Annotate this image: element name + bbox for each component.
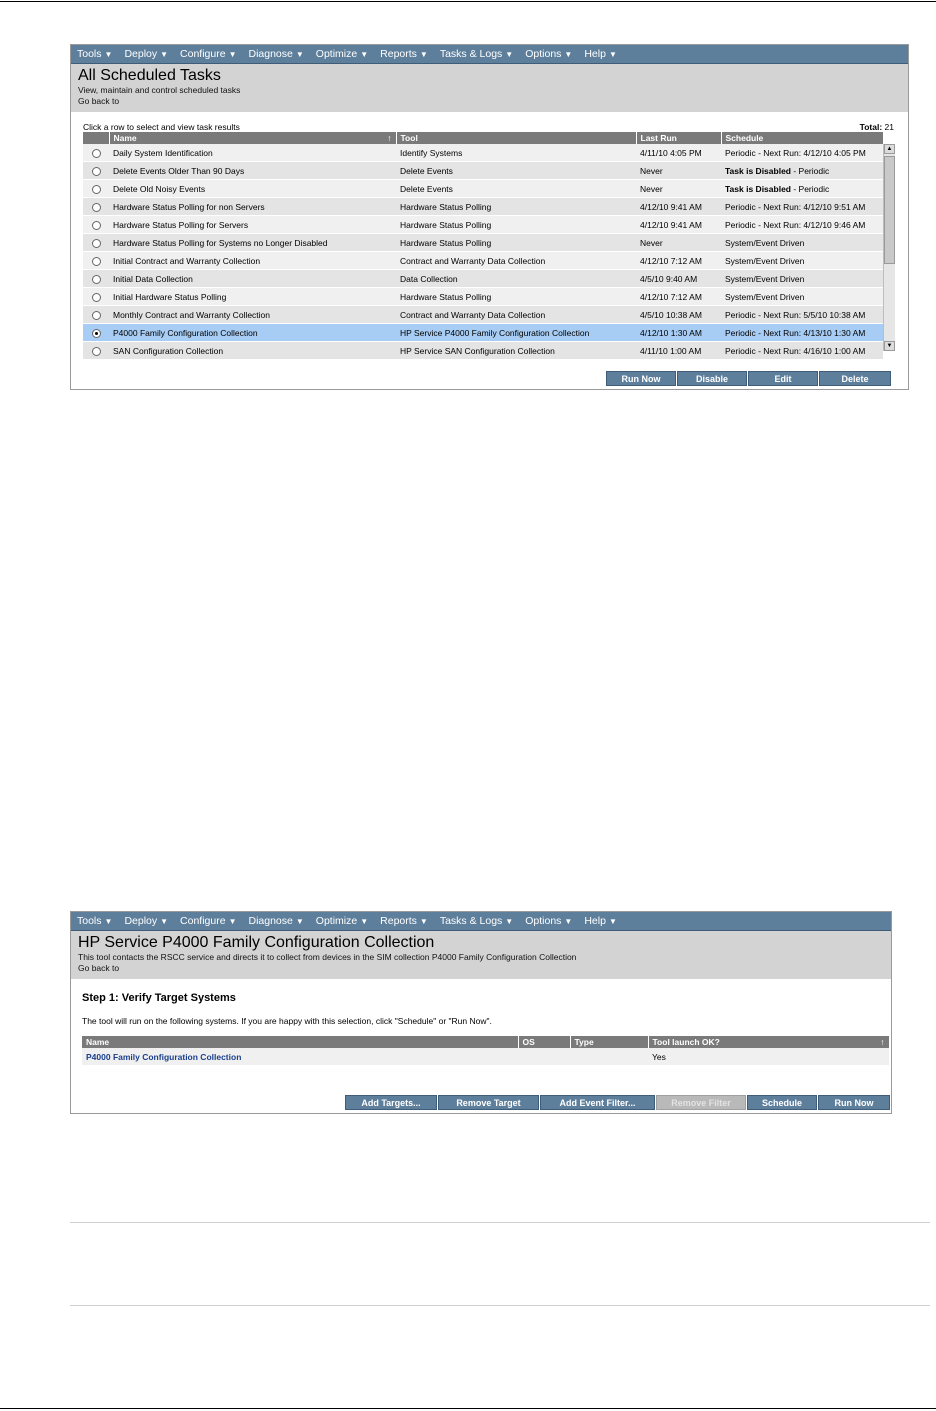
task-tool-cell: HP Service P4000 Family Configuration Collection <box>396 324 636 342</box>
table-row[interactable] <box>83 288 883 306</box>
chevron-down-icon: ▼ <box>295 917 304 926</box>
schedule-text: System/Event Driven <box>725 255 805 266</box>
target-link[interactable]: P4000 Family Configuration Collection <box>86 1051 242 1062</box>
task-last-run-cell: 4/12/10 7:12 AM <box>636 288 721 306</box>
column-header-schedule[interactable]: Schedule <box>721 132 883 144</box>
go-back-link[interactable]: Go back to <box>78 96 120 106</box>
target-os-cell <box>518 1048 570 1066</box>
scroll-thumb[interactable] <box>884 156 895 264</box>
task-name-cell: Initial Data Collection <box>109 270 396 288</box>
task-schedule-cell <box>721 162 883 180</box>
page-header <box>71 931 891 979</box>
table-row[interactable] <box>83 144 883 162</box>
row-radio-button[interactable] <box>92 239 101 248</box>
schedule-text: System/Event Driven <box>725 291 805 302</box>
task-schedule-cell <box>721 252 883 270</box>
task-schedule-cell <box>721 216 883 234</box>
chevron-down-icon: ▼ <box>505 917 514 926</box>
row-select-cell[interactable] <box>83 234 109 252</box>
sort-ascending-icon: ↑ <box>387 133 392 143</box>
row-select-cell[interactable] <box>83 324 109 342</box>
page-subtitle: This tool contacts the RSCC service and directs it to collect from devices in the SIM collection P4000 Family Configuration Collection <box>78 952 577 962</box>
menu-optimize[interactable] <box>316 48 368 60</box>
menu-label: Reports <box>380 915 417 927</box>
task-name-cell: P4000 Family Configuration Collection <box>109 324 396 342</box>
menu-label: Tasks & Logs <box>439 48 503 60</box>
task-name-cell: Hardware Status Polling for Systems no Longer Disabled <box>109 234 396 252</box>
schedule-text: Periodic - Next Run: 4/12/10 9:51 AM <box>725 201 866 212</box>
menu-tools[interactable] <box>77 48 112 60</box>
task-tool-cell: Hardware Status Polling <box>396 234 636 252</box>
task-schedule-cell <box>721 324 883 342</box>
step-description: The tool will run on the following systems. If you are happy with this selection, click "Schedule" or "Run Now". <box>82 1016 492 1026</box>
menu-label: Diagnose <box>248 915 293 927</box>
task-last-run-cell: Never <box>636 234 721 252</box>
chevron-down-icon: ▼ <box>419 917 428 926</box>
schedule-status: Task is Disabled <box>725 183 791 194</box>
schedule-button[interactable]: Schedule <box>747 1095 817 1110</box>
targets-table <box>82 1036 890 1066</box>
menu-bar <box>71 45 908 64</box>
sort-ascending-icon: ↑ <box>880 1037 885 1047</box>
menu-label: Tools <box>77 48 102 60</box>
schedule-text: Periodic - Next Run: 4/16/10 1:00 AM <box>725 345 866 356</box>
task-schedule-cell <box>721 342 883 360</box>
menu-help[interactable] <box>584 48 617 60</box>
task-name-cell: Hardware Status Polling for non Servers <box>109 198 396 216</box>
menu-label: Help <box>584 48 606 60</box>
column-header-tool[interactable]: Tool <box>396 132 636 144</box>
page-top-rule <box>0 1 936 2</box>
menu-diagnose[interactable] <box>249 48 304 60</box>
menu-configure[interactable] <box>180 48 236 60</box>
chevron-down-icon: ▼ <box>419 50 428 59</box>
schedule-text: System/Event Driven <box>725 237 805 248</box>
schedule-text: System/Event Driven <box>725 273 805 284</box>
menu-configure[interactable] <box>180 915 236 927</box>
task-last-run-cell: 4/11/10 4:05 PM <box>636 144 721 162</box>
task-last-run-cell: 4/12/10 7:12 AM <box>636 252 721 270</box>
menu-label: Reports <box>380 48 417 60</box>
menu-label: Options <box>525 48 562 60</box>
chevron-down-icon: ▼ <box>228 917 237 926</box>
menu-bar <box>71 912 891 931</box>
chevron-down-icon: ▼ <box>160 50 169 59</box>
tool-launch-screenshot <box>70 911 892 1114</box>
chevron-down-icon: ▼ <box>608 50 617 59</box>
menu-label: Configure <box>180 48 226 60</box>
menu-options[interactable] <box>525 48 572 60</box>
row-select-cell[interactable] <box>83 252 109 270</box>
run-now-button[interactable]: Run Now <box>818 1095 890 1110</box>
total-count <box>860 122 894 132</box>
task-tool-cell: Data Collection <box>396 270 636 288</box>
row-radio-button[interactable] <box>92 311 101 320</box>
row-radio-button[interactable] <box>92 329 101 338</box>
column-header-type[interactable]: Type <box>570 1036 648 1048</box>
column-header-last-run[interactable]: Last Run <box>636 132 721 144</box>
target-name-cell <box>82 1048 518 1066</box>
menu-options[interactable] <box>525 915 572 927</box>
caption-text: Click a row to select and view task results <box>83 122 240 132</box>
chevron-down-icon: ▼ <box>104 917 113 926</box>
task-tool-cell: Hardware Status Polling <box>396 288 636 306</box>
task-name-cell: Initial Hardware Status Polling <box>109 288 396 306</box>
row-radio-button[interactable] <box>92 275 101 284</box>
task-schedule-cell <box>721 144 883 162</box>
row-select-cell[interactable] <box>83 342 109 360</box>
table-caption <box>71 122 908 132</box>
menu-tools[interactable] <box>77 915 112 927</box>
row-radio-button[interactable] <box>92 149 101 158</box>
task-tool-cell: Contract and Warranty Data Collection <box>396 306 636 324</box>
row-select-cell[interactable] <box>83 198 109 216</box>
scheduled-tasks-screenshot <box>70 44 909 390</box>
page-header <box>71 64 908 112</box>
menu-deploy[interactable] <box>124 48 168 60</box>
column-header-os[interactable]: OS <box>518 1036 570 1048</box>
edit-button[interactable]: Edit <box>748 371 818 386</box>
menu-tasks-logs[interactable] <box>440 915 513 927</box>
chevron-down-icon: ▼ <box>608 917 617 926</box>
chevron-down-icon: ▼ <box>505 50 514 59</box>
schedule-text: Periodic - Next Run: 4/12/10 4:05 PM <box>725 147 866 158</box>
run-now-button[interactable]: Run Now <box>606 371 676 386</box>
task-name-cell: Monthly Contract and Warranty Collection <box>109 306 396 324</box>
target-type-cell <box>570 1048 648 1066</box>
chevron-down-icon: ▼ <box>360 917 369 926</box>
page-bottom-rule <box>0 1408 936 1409</box>
row-radio-button[interactable] <box>92 293 101 302</box>
divider-rule <box>70 1222 930 1223</box>
add-event-filter-button[interactable]: Add Event Filter... <box>540 1095 655 1110</box>
task-last-run-cell: Never <box>636 162 721 180</box>
schedule-status: Task is Disabled <box>725 165 791 176</box>
schedule-text: Periodic - Next Run: 4/13/10 1:30 AM <box>725 327 866 338</box>
chevron-down-icon: ▼ <box>160 917 169 926</box>
table-row[interactable] <box>83 234 883 252</box>
row-radio-button[interactable] <box>92 347 101 356</box>
disable-button[interactable]: Disable <box>677 371 747 386</box>
table-row[interactable] <box>83 180 883 198</box>
task-tool-cell: HP Service SAN Configuration Collection <box>396 342 636 360</box>
table-row[interactable] <box>83 324 883 342</box>
chevron-down-icon: ▼ <box>360 50 369 59</box>
row-select-cell[interactable] <box>83 180 109 198</box>
table-header-row <box>82 1036 889 1048</box>
menu-diagnose[interactable] <box>249 915 304 927</box>
menu-label: Optimize <box>315 915 358 927</box>
table-row[interactable] <box>83 198 883 216</box>
task-last-run-cell: 4/12/10 9:41 AM <box>636 198 721 216</box>
row-radio-button[interactable] <box>92 221 101 230</box>
task-schedule-cell <box>721 180 883 198</box>
page-title: All Scheduled Tasks <box>78 67 221 84</box>
schedule-text: Periodic - Next Run: 5/5/10 10:38 AM <box>725 309 866 320</box>
column-header-tool-launch-ok[interactable]: Tool launch OK? ↑ <box>648 1036 889 1048</box>
menu-optimize[interactable] <box>316 915 368 927</box>
chevron-down-icon: ▼ <box>564 50 573 59</box>
schedule-text: Periodic - Next Run: 4/12/10 9:46 AM <box>725 219 866 230</box>
scroll-up-icon[interactable]: ▲ <box>884 144 895 154</box>
delete-button[interactable]: Delete <box>819 371 891 386</box>
row-radio-button[interactable] <box>92 203 101 212</box>
task-tool-cell: Identify Systems <box>396 144 636 162</box>
chevron-down-icon: ▼ <box>104 50 113 59</box>
scroll-down-icon[interactable]: ▼ <box>884 341 895 351</box>
table-row[interactable] <box>83 216 883 234</box>
row-select-cell[interactable] <box>83 144 109 162</box>
menu-tasks-logs[interactable] <box>440 48 513 60</box>
row-radio-button[interactable] <box>92 185 101 194</box>
task-tool-cell: Delete Events <box>396 180 636 198</box>
task-tool-cell: Delete Events <box>396 162 636 180</box>
schedule-text: - Periodic <box>790 183 830 194</box>
table-row[interactable] <box>83 342 883 360</box>
task-last-run-cell: 4/5/10 10:38 AM <box>636 306 721 324</box>
task-tool-cell: Contract and Warranty Data Collection <box>396 252 636 270</box>
task-tool-cell: Hardware Status Polling <box>396 198 636 216</box>
chevron-down-icon: ▼ <box>295 50 304 59</box>
total-label: Total: <box>859 122 883 132</box>
row-radio-button[interactable] <box>92 257 101 266</box>
menu-label: Optimize <box>315 48 358 60</box>
menu-label: Diagnose <box>248 48 293 60</box>
table-row[interactable] <box>83 162 883 180</box>
tasks-table <box>83 132 884 360</box>
row-select-cell[interactable] <box>83 162 109 180</box>
task-name-cell: Delete Events Older Than 90 Days <box>109 162 396 180</box>
task-schedule-cell <box>721 306 883 324</box>
table-row[interactable] <box>83 270 883 288</box>
menu-label: Deploy <box>124 48 158 60</box>
menu-help[interactable] <box>584 915 617 927</box>
go-back-link[interactable]: Go back to <box>78 963 120 973</box>
task-schedule-cell <box>721 288 883 306</box>
row-select-cell[interactable] <box>83 216 109 234</box>
remove-filter-button[interactable]: Remove Filter <box>656 1095 746 1110</box>
table-row[interactable] <box>82 1048 889 1066</box>
menu-label: Tasks & Logs <box>439 915 503 927</box>
menu-reports[interactable] <box>380 915 428 927</box>
chevron-down-icon: ▼ <box>564 917 573 926</box>
target-launch-ok-cell: Yes <box>648 1048 889 1066</box>
task-last-run-cell: 4/5/10 9:40 AM <box>636 270 721 288</box>
vertical-scrollbar[interactable] <box>883 144 895 351</box>
menu-label: Tools <box>77 915 102 927</box>
add-targets-button[interactable]: Add Targets... <box>345 1095 437 1110</box>
row-select-cell[interactable] <box>83 288 109 306</box>
task-name-cell: Initial Contract and Warranty Collection <box>109 252 396 270</box>
menu-deploy[interactable] <box>124 915 168 927</box>
menu-label: Configure <box>180 915 226 927</box>
table-row[interactable] <box>83 252 883 270</box>
column-header-name[interactable]: Name <box>82 1036 518 1048</box>
page-subtitle: View, maintain and control scheduled tasks <box>78 85 241 95</box>
row-radio-button[interactable] <box>92 167 101 176</box>
schedule-text: - Periodic <box>790 165 830 176</box>
row-select-cell[interactable] <box>83 270 109 288</box>
task-tool-cell: Hardware Status Polling <box>396 216 636 234</box>
column-header-name[interactable]: Name ↑ <box>109 132 396 144</box>
row-select-cell[interactable] <box>83 306 109 324</box>
select-column-header <box>83 132 109 144</box>
task-name-cell: SAN Configuration Collection <box>109 342 396 360</box>
task-last-run-cell: 4/11/10 1:00 AM <box>636 342 721 360</box>
page-title: HP Service P4000 Family Configuration Collection <box>78 934 435 951</box>
divider-rule <box>70 1305 930 1306</box>
menu-label: Help <box>584 915 606 927</box>
menu-reports[interactable] <box>380 48 428 60</box>
remove-target-button[interactable]: Remove Target <box>438 1095 539 1110</box>
task-last-run-cell: 4/12/10 9:41 AM <box>636 216 721 234</box>
task-schedule-cell <box>721 198 883 216</box>
task-name-cell: Hardware Status Polling for Servers <box>109 216 396 234</box>
step-title: Step 1: Verify Target Systems <box>82 992 236 1004</box>
menu-label: Options <box>525 915 562 927</box>
table-row[interactable] <box>83 306 883 324</box>
task-last-run-cell: Never <box>636 180 721 198</box>
task-schedule-cell <box>721 234 883 252</box>
task-name-cell: Delete Old Noisy Events <box>109 180 396 198</box>
task-schedule-cell <box>721 270 883 288</box>
task-name-cell: Daily System Identification <box>109 144 396 162</box>
menu-label: Deploy <box>124 915 158 927</box>
task-last-run-cell: 4/12/10 1:30 AM <box>636 324 721 342</box>
total-value: 21 <box>884 122 894 132</box>
table-header-row <box>83 132 883 144</box>
chevron-down-icon: ▼ <box>228 50 237 59</box>
